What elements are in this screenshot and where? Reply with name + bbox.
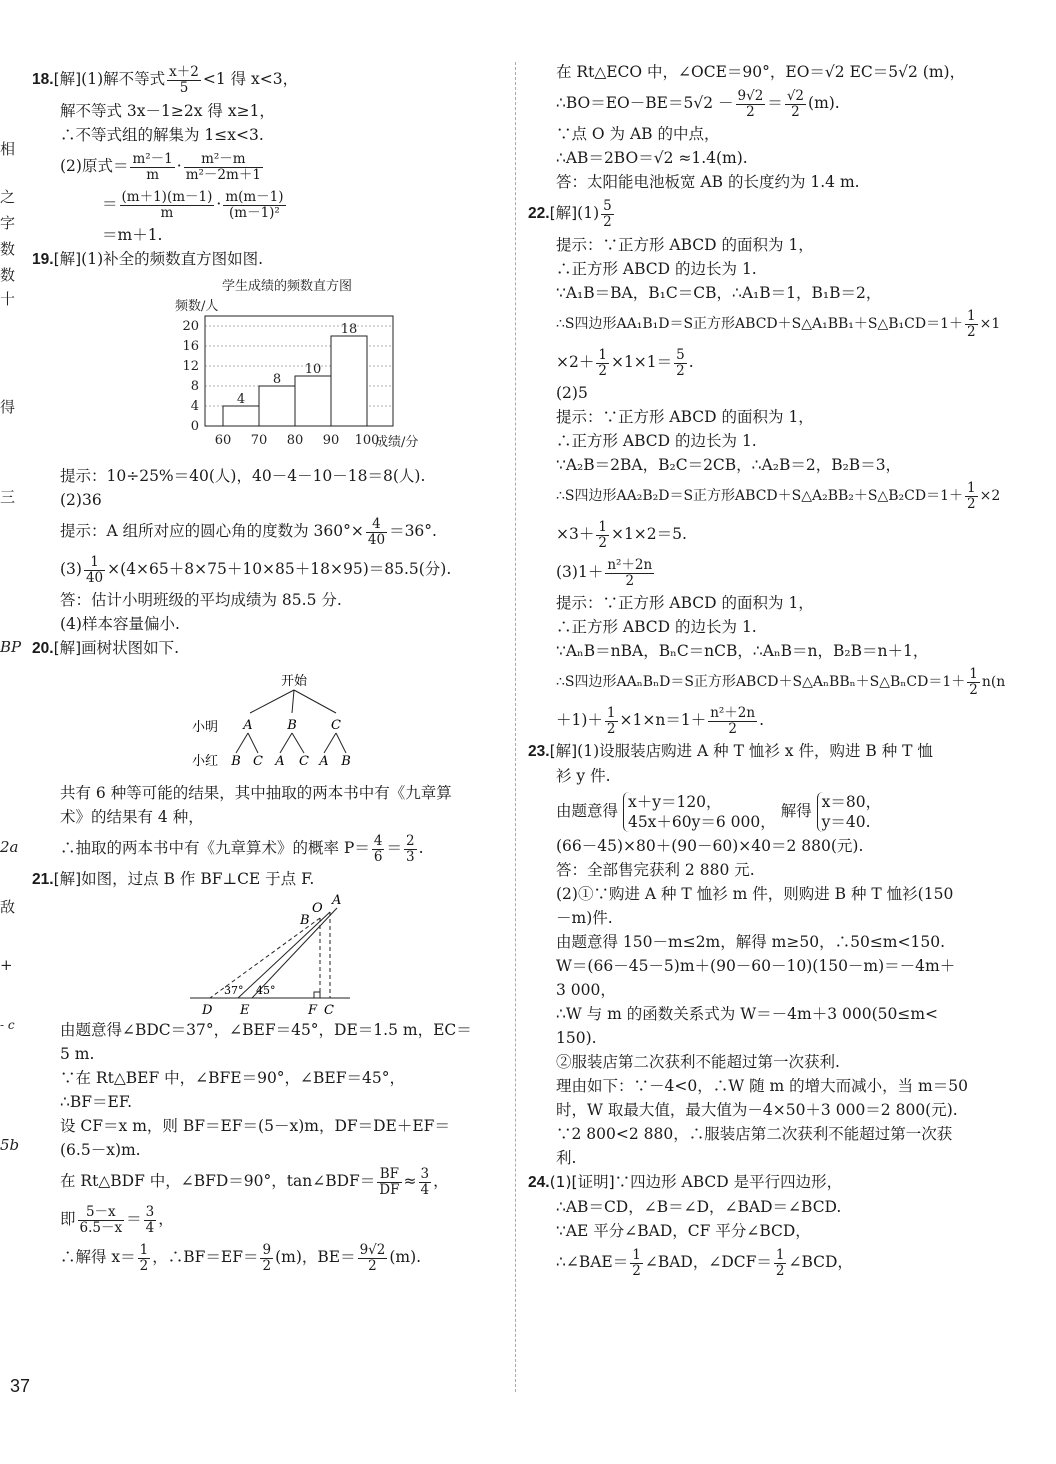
y-tick-label: 0	[190, 419, 199, 434]
bar-value-label: 8	[272, 372, 282, 387]
frequency-histogram	[137, 274, 437, 464]
x-tick-label: 90	[322, 433, 340, 448]
question-24: 24.(1)[证明]∵四边形 ABCD 是平行四边形， ∴AB＝CD，∠B＝∠D，∠BAD＝∠BCD. ∵AE 平分∠BAD，CF 平分∠BCD， ∴∠BAE＝ $\frac{1}{2}$ ∠BAD，∠DCF＝ $\frac{1}{2}$ ∠BCD，	[528, 1173, 853, 1279]
tree-leaf: A	[319, 754, 329, 769]
fraction: $\frac{9√2}{2}$	[359, 1241, 386, 1274]
fraction: $\frac{9√2}{2}$	[737, 87, 764, 120]
svg-text:45°: 45°	[256, 984, 276, 997]
x-tick-label: 70	[250, 433, 268, 448]
x-tick-label: 60	[214, 433, 232, 448]
tree-leaf: A	[275, 754, 285, 769]
question-19: 19.[解](1)补全的频数直方图如图. 学生成绩的频数直方图 频数/人 成绩/分 0 4 8 12 16 20 4 8 10 18 60 70 80 90 100 提示：10÷25%＝40(人)，40－4－10－18＝8(人). (2)36 提示：A 组所对应的圆心角的度数为 360°× $\frac{4}{40}$ ＝36°. (3) $\frac{1}{40}$ ×(4×65＋8×75＋10×85＋18×95)＝85.5(分). 答：估计小明班级的平均成绩为 85.5 分. (4)样本容量偏小.	[32, 250, 452, 633]
histogram-bar	[259, 386, 295, 426]
fraction: $\frac{1}{2}$	[606, 704, 616, 737]
fraction: $\frac{1}{2}$	[775, 1246, 785, 1279]
fraction: $\frac{2}{3}$	[405, 832, 415, 865]
fraction: $\frac{\text{n²＋2n}}{2}$	[607, 556, 653, 589]
column-divider	[515, 62, 516, 1392]
svg-text:O: O	[312, 901, 323, 916]
chart-title: 学生成绩的频数直方图	[221, 279, 353, 294]
fraction: $\frac{5-x}{6.5-x}$	[79, 1203, 123, 1236]
svg-text:B: B	[300, 913, 310, 928]
bar-value-label: 18	[340, 322, 358, 337]
svg-text:C: C	[324, 1003, 334, 1018]
tree-leaf: C	[253, 754, 263, 769]
bar-value-label: 4	[236, 392, 246, 407]
fraction: $\frac{3}{4}$	[145, 1203, 155, 1236]
fraction: $\frac{9}{2}$	[262, 1241, 272, 1274]
fraction: $\frac{1}{2}$	[967, 307, 976, 340]
fraction: $\frac{\text{m²－1}}{m}$	[132, 150, 173, 183]
left-column	[32, 60, 510, 1276]
histogram-bar	[295, 376, 331, 426]
svg-text:E: E	[240, 1003, 250, 1018]
fraction: $\frac{1}{2}$	[598, 518, 607, 551]
fraction: $\frac{\text{n²＋2n}}{2}$	[710, 704, 756, 737]
fraction: $\frac{1}{40}$	[85, 553, 104, 586]
tree-root: 开始	[280, 674, 308, 689]
geometry-figure	[32, 892, 510, 1018]
svg-text:37°: 37°	[224, 984, 244, 997]
right-column	[528, 60, 1008, 1281]
tree-node: C	[331, 718, 341, 733]
fraction: $\frac{4}{40}$	[367, 515, 386, 548]
tree-node: B	[287, 718, 297, 733]
fraction: $\frac{1}{2}$	[598, 346, 607, 379]
fraction: $\frac{√2}{2}$	[786, 87, 805, 120]
histogram-bar	[223, 406, 259, 426]
equation-system: x＋y＝120， 45x＋60y＝6 000，	[623, 792, 776, 832]
fraction: $\frac{(m+1)(m-1)}{m}$	[121, 188, 213, 221]
question-22: 22.[解](1) $\frac{5}{2}$ 提示：∵正方形 ABCD 的面积为 1， ∴正方形 ABCD 的边长为 1. ∵A₁B＝BA，B₁C＝CB，∴A₁B＝1，B₁B＝2， ∴S四边形AA₁B₁D＝S正方形ABCD＋S△A₁BB₁＋S△B₁CD＝1＋ $\frac{1}{2}$ ×1 ×2＋ $\frac{1}{2}$ ×1×1＝ $\frac{5}{2}$ . (2)5 提示：∵正方形 ABCD 的面积为 1， ∴正方形 ABCD 的边长为 1. ∵A₂B＝2BA，B₂C＝2CB，∴A₂B＝2，B₂B＝3， ∴S四边形AA₂B₂D＝S正方形ABCD＋S△A₂BB₂＋S△B₂CD＝1＋ $\frac{1}{2}$ ×2 ×3＋ $\frac{1}{2}$ ×1×2＝5. (3)1＋ $\frac{\text{n²＋2n}}{2}$ 提示：∵正方形 ABCD 的面积为 1， ∴正方形 ABCD 的边长为 1. ∵AₙB＝nBA，BₙC＝nCB，∴AₙB＝n，B₂B＝n＋1， ∴S四边形AAₙBₙD＝S正方形ABCD＋S△AₙBBₙ＋S△BₙCD＝1＋ $\frac{1}{2}$ n(n ＋1)＋ $\frac{1}{2}$ ×1×n＝1＋ $\frac{\text{n²＋2n}}{2}$ .	[528, 197, 1006, 737]
fraction: $\frac{1}{2}$	[969, 665, 978, 698]
x-tick-label: 100	[354, 433, 380, 448]
fraction: $\frac{5}{2}$	[603, 197, 612, 230]
fraction: $\frac{1}{2}$	[632, 1246, 641, 1279]
svg-text:F: F	[308, 1003, 318, 1018]
equation-solution: x＝80， y＝40.	[817, 792, 881, 832]
svg-text:D: D	[202, 1003, 213, 1018]
y-tick-label: 16	[182, 339, 199, 354]
x-tick-label: 80	[286, 433, 304, 448]
fraction: $\frac{5}{2}$	[676, 346, 685, 379]
tree-leaf: C	[299, 754, 309, 769]
fraction: $\frac{1}{2}$	[139, 1241, 149, 1274]
row-label-xiaohong: 小红	[192, 754, 219, 769]
y-axis-label: 频数/人	[175, 299, 219, 314]
fraction: $\frac{x+2}{5}$	[169, 63, 199, 96]
histogram-bar	[331, 336, 367, 426]
tree-diagram	[32, 661, 510, 771]
y-tick-label: 20	[182, 319, 199, 334]
tree-node: A	[243, 718, 253, 733]
svg-text:A: A	[332, 893, 342, 908]
question-20: 20.[解]画树状图如下. 开始 小明 A B C 小红 B C A C A B 共有 6 种等可能的结果，其中抽取的两本书中有《九章算 术》的结果有 4 种， ∴抽取的两本书中有《九章算术》的概率 P＝ $\frac{4}{6}$ ＝ $\frac{2}{3}$ .	[32, 636, 510, 867]
x-axis-label: 成绩/分	[375, 435, 419, 450]
fraction: $\frac{3}{4}$	[420, 1165, 430, 1198]
question-21: 21.[解]如图，过点 B 作 BF⊥CE 于点 F. A O B D E F C 37° 45° 由题意得∠BDC＝37°，∠BEF＝45°，DE＝1.5 m，EC＝ 5 m. ∵在 Rt△BEF 中，∠BFE＝90°，∠BEF＝45°， ∴BF＝EF. 设 CF＝x m，则 BF＝EF＝(5－x)m，DF＝DE＋EF＝ (6.5－x)m. 在 Rt△BDF 中，∠BFD＝90°，tan∠BDF＝ $\frac{BF}{DF}$ ≈ $\frac{3}{4}$ ， 即 $\frac{5-x}{6.5-x}$ ＝ $\frac{3}{4}$ ， ∴解得 x＝ $\frac{1}{2}$ ，∴BF＝EF＝ $\frac{9}{2}$ (m)，BE＝ $\frac{9√2}{2}$ (m).	[32, 867, 510, 1276]
tree-leaf: B	[341, 754, 351, 769]
y-tick-label: 4	[190, 399, 199, 414]
y-tick-label: 8	[190, 379, 199, 394]
question-21-continued: 在 Rt△ECO 中，∠OCE＝90°，EO＝√2 EC＝5√2 (m)， ∴BO＝EO－BE＝5√2 － $\frac{9√2}{2}$ ＝ $\frac{√2}{2}$ (m). ∵点 O 为 AB 的中点， ∴AB＝2BO＝√2 ≈1.4(m). 答：太阳能电池板宽 AB 的长度约为 1.4 m.	[556, 63, 966, 191]
question-18: 18.[解](1)解不等式 $\frac{x+2}{5}$ <1 得 x<3， 解不等式 3x－1≥2x 得 x≥1， ∴不等式组的解集为 1≤x<3. (2)原式＝ $\frac{\text{m²－1}}{m}$ · $\frac{\text{m²－m}}{\text{m²－2m＋1}}$ ＝ $\frac{(m+1)(m-1)}{m}$ · $\frac{m(m-1)}{\text{(m－1)²}}$ ＝m＋1.	[32, 63, 299, 244]
row-label-xiaoming: 小明	[192, 720, 219, 735]
fraction: $\frac{m(m-1)}{\text{(m－1)²}}$	[225, 188, 284, 221]
page-number: 37	[10, 1376, 31, 1396]
fraction: $\frac{BF}{DF}$	[379, 1165, 400, 1198]
bar-value-label: 10	[304, 362, 322, 377]
fraction: $\frac{1}{2}$	[967, 479, 976, 512]
fraction: $\frac{4}{6}$	[373, 832, 383, 865]
tree-leaf: B	[231, 754, 241, 769]
y-tick-label: 12	[182, 359, 199, 374]
question-23: 23.[解](1)设服装店购进 A 种 T 恤衫 x 件，购进 B 种 T 恤 衫 y 件. 由题意得 x＋y＝120， 45x＋60y＝6 000， 解得 x＝80， y＝40. (66－45)×80＋(90－60)×40＝2 880(元). 答：全部售完获利 2 880 元. (2)①∵购进 A 种 T 恤衫 m 件，则购进 B 种 T 恤衫(150 －m)件. 由题意得 150－m≤2m，解得 m≥50，∴50≤m<150. W＝(66－45－5)m＋(90－60－10)(150－m)＝－4m＋ 3 000， ∴W 与 m 的函数关系式为 W＝－4m＋3 000(50≤m< 150). ②服装店第二次获利不能超过第一次获利. 理由如下：∵－4<0，∴W 随 m 的增大而减小，当 m＝50 时，W 取最大值，最大值为－4×50＋3 000＝2 800(元). ∵2 800<2 880，∴服装店第二次获利不能超过第一次获 利.	[528, 742, 968, 1167]
fraction: $\frac{\text{m²－m}}{\text{m²－2m＋1}}$	[185, 150, 261, 183]
